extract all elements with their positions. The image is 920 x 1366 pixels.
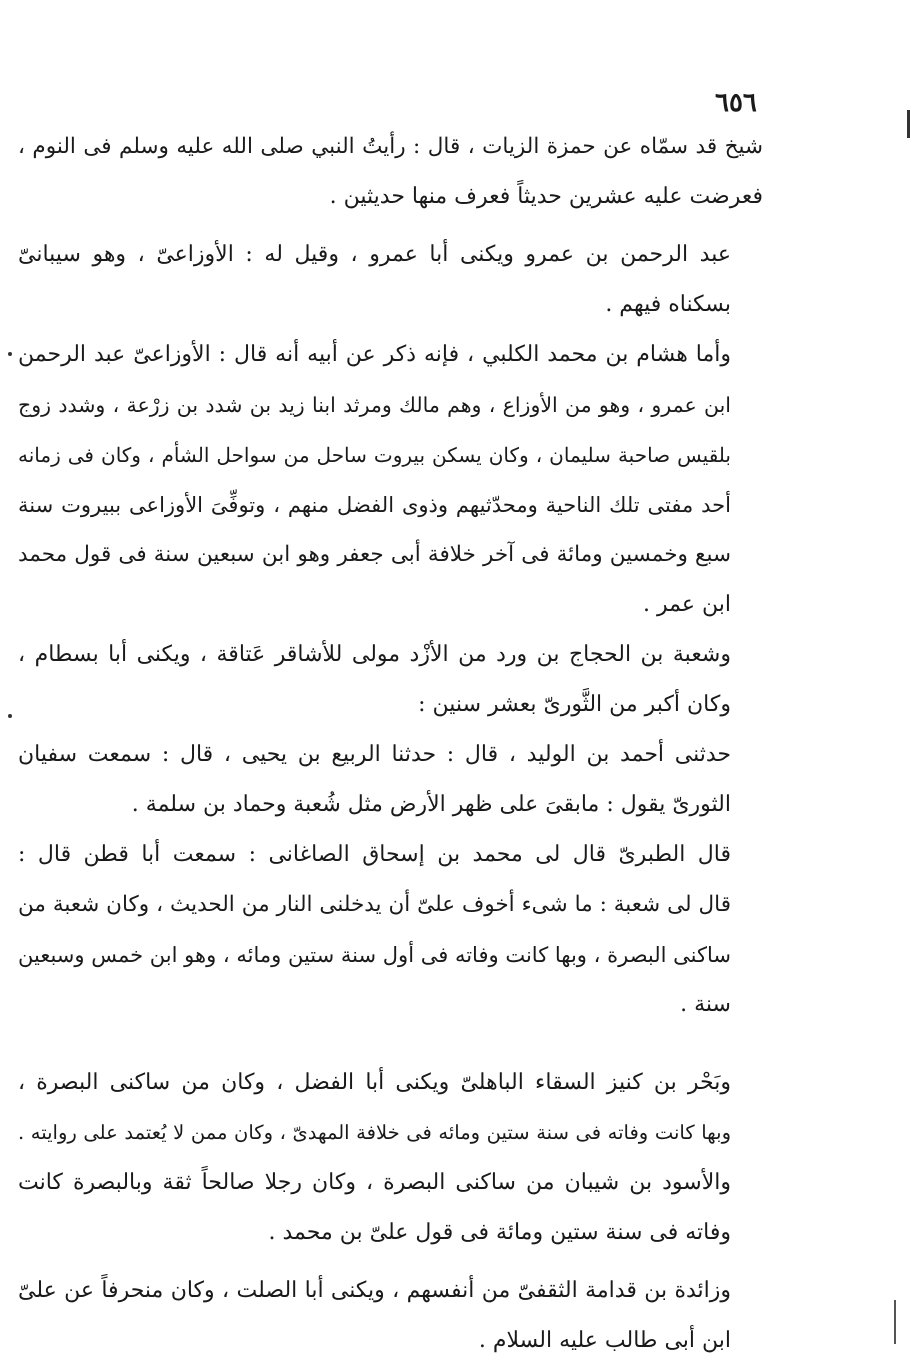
text-line: والأسود بن شيبان من ساكنى البصرة ، وكان رجلا صالحاً ثقة وبالبصرة كانت: [18, 1170, 731, 1195]
text-line: أحد مفتى تلك الناحية ومحدّثيهم وذوى الفضل منهم ، وتوفِّىَ الأوزاعى ببيروت سنة: [18, 493, 731, 517]
text-line: وزائدة بن قدامة الثقفىّ من أنفسهم ، ويكنى أبا الصلت ، وكان منحرفاً عن علىّ: [18, 1278, 731, 1303]
text-line: وأما هشام بن محمد الكلبي ، فإنه ذكر عن أبيه أنه قال : الأوزاعىّ عبد الرحمن: [18, 342, 731, 367]
text-line: الثورىّ يقول : مابقىَ على ظهر الأرض مثل شُعبة وحماد بن سلمة .: [131, 792, 731, 817]
paragraph: [18, 122, 763, 222]
text-line: بسكناه فيهم .: [605, 292, 731, 317]
paragraph: [18, 730, 763, 830]
text-line: عبد الرحمن بن عمرو ويكنى أبا عمرو ، وقيل له : الأوزاعىّ ، وهو سيبانىّ: [18, 242, 731, 267]
speck: [8, 352, 12, 356]
text-line: ابن أبى طالب عليه السلام .: [478, 1328, 731, 1353]
paragraph: [18, 630, 763, 730]
text-line: قال الطبرىّ قال لى محمد بن إسحاق الصاغانى : سمعت أبا قطن قال :: [18, 842, 731, 867]
text-line: ساكنى البصرة ، وبها كانت وفاته فى أول سنة ستين ومائه ، وهو ابن خمس وسبعين: [18, 943, 731, 967]
page-number: ٦٥٦: [715, 88, 757, 118]
text-line: بلقيس صاحبة سليمان ، وكان يسكن بيروت ساحل من سواحل الشأم ، وكان فى زمانه: [18, 443, 731, 467]
text-line: وفاته فى سنة ستين ومائة فى قول علىّ بن محمد .: [268, 1220, 731, 1245]
paragraph: [18, 1058, 763, 1158]
paragraph: [18, 330, 763, 630]
text-line: وبَحْر بن كنيز السقاء الباهلىّ ويكنى أبا الفضل ، وكان من ساكنى البصرة ،: [18, 1070, 731, 1095]
paragraph: [18, 1266, 763, 1366]
text-line: سنة .: [680, 992, 731, 1017]
paragraph: [18, 1158, 763, 1258]
text-line: فعرضت عليه عشرين حديثاً فعرف منها حديثين .: [329, 184, 763, 209]
margin-mark: [894, 1300, 896, 1344]
text-line: حدثنى أحمد بن الوليد ، قال : حدثنا الربيع بن يحيى ، قال : سمعت سفيان: [18, 742, 731, 767]
body-text: [18, 122, 763, 1366]
text-line: سبع وخمسين ومائة فى آخر خلافة أبى جعفر وهو ابن سبعين سنة فى قول محمد: [18, 542, 731, 567]
text-line: وشعبة بن الحجاج بن ورد من الأزْد مولى للأشاقر عَتاقة ، ويكنى أبا بسطام ،: [18, 642, 731, 667]
text-line: ابن عمرو ، وهو من الأوزاع ، وهم مالك ومرثد ابنا زيد بن شدد بن زرْعة ، وشدد زوج: [18, 393, 731, 417]
speck: [8, 714, 12, 718]
text-line: وكان أكبر من الثَّورىّ بعشر سنين :: [418, 692, 731, 717]
text-line: ابن عمر .: [643, 592, 731, 617]
text-line: شيخ قد سمّاه عن حمزة الزيات ، قال : رأيتُ النبي صلى الله عليه وسلم فى النوم ،: [18, 134, 763, 159]
paragraph: [18, 830, 763, 1030]
margin-mark: [907, 110, 910, 138]
paragraph: [18, 230, 763, 330]
text-line: قال لى شعبة : ما شىء أخوف علىّ أن يدخلنى النار من الحديث ، وكان شعبة من: [18, 892, 731, 917]
text-line: وبها كانت وفاته فى سنة ستين ومائه فى خلافة المهدىّ ، وكان ممن لا يُعتمد على روايته .: [18, 1121, 731, 1144]
